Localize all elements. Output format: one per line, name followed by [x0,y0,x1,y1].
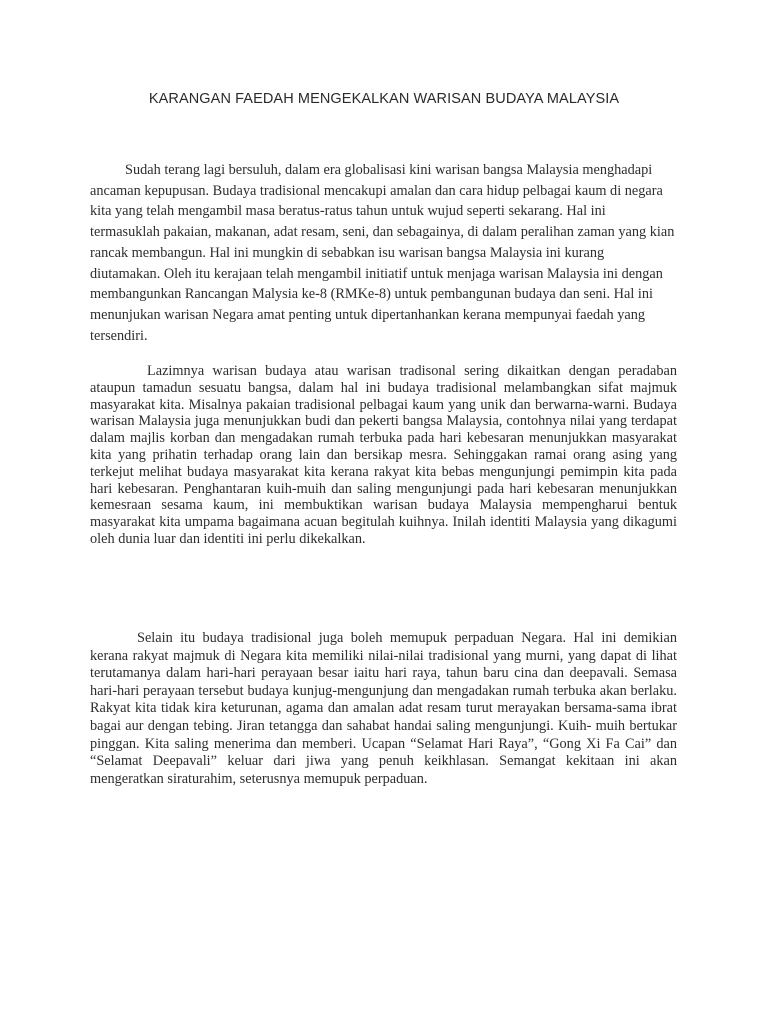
document-title: KARANGAN FAEDAH MENGEKALKAN WARISAN BUDAYA MALAYSIA [148,91,620,107]
paragraph-intro: Sudah terang lagi bersuluh, dalam era globalisasi kini warisan bangsa Malaysia menghadapi ancaman kepupusan. Budaya tradisional mencakupi amalan dan cara hidup pelbagai kaum di negara kita yang telah mengambil masa beratus-ratus tahun untuk wujud seperti sekarang. Hal ini termasuklah pakaian, makanan, adat resam, seni, dan sebagainya, di dalam peralihan zaman yang kian rancak membangun. Hal ini mungkin di sebabkan isu warisan bangsa Malaysia ini kurang diutamakan. Oleh itu kerajaan telah mengambil initiatif untuk menjaga warisan Malaysia ini dengan membangunkan Rancangan Malysia ke-8 (RMKe-8) untuk pembangunan budaya dan seni. Hal ini menunjukan warisan Negara amat penting untuk dipertanhankan kerana mempunyai faedah yang tersendiri. [90,162,675,344]
paragraph-identity: Lazimnya warisan budaya atau warisan tradisonal sering dikaitkan dengan peradaban ataupun tamadun sesuatu bangsa, dalam hal ini budaya tradisional melambangkan sifat majmuk masyarakat kita. Misalnya pakaian tradisional pelbagai kaum yang unik dan berwarna-warni. Budaya warisan Malaysia juga menunjukkan budi dan pekerti bangsa Malaysia, contohnya nilai yang terdapat dalam majlis korban dan mengadakan rumah terbuka pada hari kebesaran menunjukkan masyarakat kita yang prihatin terhadap orang lain dan bersikap mesra. Sehinggakan ramai orang asing yang terkejut melihat budaya masyarakat kita kerana rakyat kita bebas mengunjungi pemimpin kita pada hari kebesaran. Penghantaran kuih-muih dan saling mengunjungi pada hari kebesaran menunjukkan kemesraan sesama kaum, ini membuktikan warisan budaya Malaysia mempengharui bentuk masyarakat kita umpama bagaimana acuan begitulah kuihnya. Inilah identiti Malaysia yang dikagumi oleh dunia luar dan identiti ini perlu dikekalkan. [90,363,677,547]
paragraph-unity: Selain itu budaya tradisional juga boleh memupuk perpaduan Negara. Hal ini demikian kerana rakyat majmuk di Negara kita memiliki nilai-nilai tradisional yang murni, yang dapat di lihat terutamanya dalam hari-hari perayaan besar iaitu hari raya, tahun baru cina dan deepavali. Semasa hari-hari perayaan tersebut budaya kunjug-mengunjung dan mengadakan rumah terbuka akan berlaku. Rakyat kita tidak kira keturunan, agama dan amalan adat resam turut merayakan bersama-sama ibrat bagai aur dengan tebing. Jiran tetangga dan sahabat handai saling mengunjungi. Kuih- muih bertukar pinggan. Kita saling menerima dan memberi. Ucapan “Selamat Hari Raya”, “Gong Xi Fa Cai” dan “Selamat Deepavali” keluar dari jiwa yang penuh keikhlasan. Semangat kekitaan ini akan mengeratkan siraturahim, seterusnya memupuk perpaduan. [90,630,677,787]
